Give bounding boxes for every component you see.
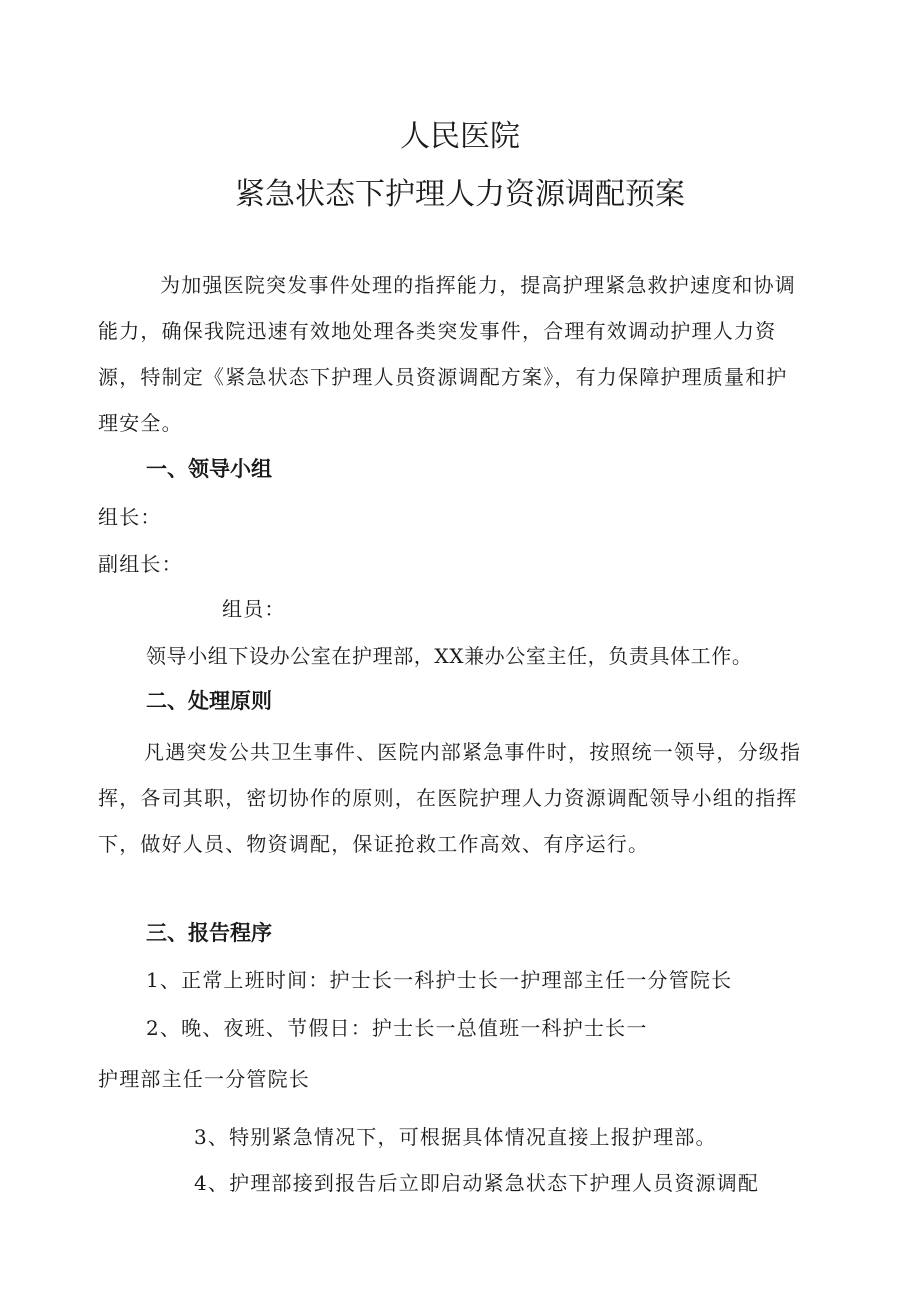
section-heading-principles: 二、处理原则 [146, 689, 272, 713]
document-title-hospital: 人民医院 [400, 119, 520, 154]
reporting-item-2-line2: 护理部主任一分管院长 [98, 1067, 310, 1091]
section-heading-leadership: 一、领导小组 [146, 457, 272, 481]
office-statement: 领导小组下设办公室在护理部，XX兼办公室主任，负责具体工作。 [146, 644, 753, 668]
section-heading-reporting: 三、报告程序 [146, 921, 272, 945]
reporting-item-4: 4、护理部接到报告后立即启动紧急状态下护理人员资源调配 [194, 1171, 760, 1195]
leader-label: 组长： [98, 505, 162, 529]
reporting-item-2-line1: 2、晚、夜班、节假日：护士长一总值班一科护士长一 [146, 1016, 648, 1040]
document-title-plan: 紧急状态下护理人力资源调配预案 [235, 177, 685, 212]
principles-paragraph: 凡遇突发公共卫生事件、医院内部紧急事件时，按照统一领导，分级指挥，各司其职，密切协作的原则，在医院护理人力资源调配领导小组的指挥下，做好人员、物资调配，保证抢救工作高效、有序运行。 [98, 740, 802, 856]
deputy-leader-label: 副组长： [98, 552, 183, 576]
members-label: 组员： [222, 597, 286, 621]
intro-paragraph: 为加强医院突发事件处理的指挥能力，提高护理紧急救护速度和协调能力，确保我院迅速有效地处理各类突发事件，合理有效调动护理人力资源，特制定《紧急状态下护理人员资源调配方案》，有力保障护理质量和护理安全。 [98, 273, 796, 435]
reporting-item-1: 1、正常上班时间：护士长一科护士长一护理部主任一分管院长 [146, 968, 733, 992]
reporting-item-3: 3、特别紧急情况下，可根据具体情况直接上报护理部。 [194, 1125, 717, 1149]
